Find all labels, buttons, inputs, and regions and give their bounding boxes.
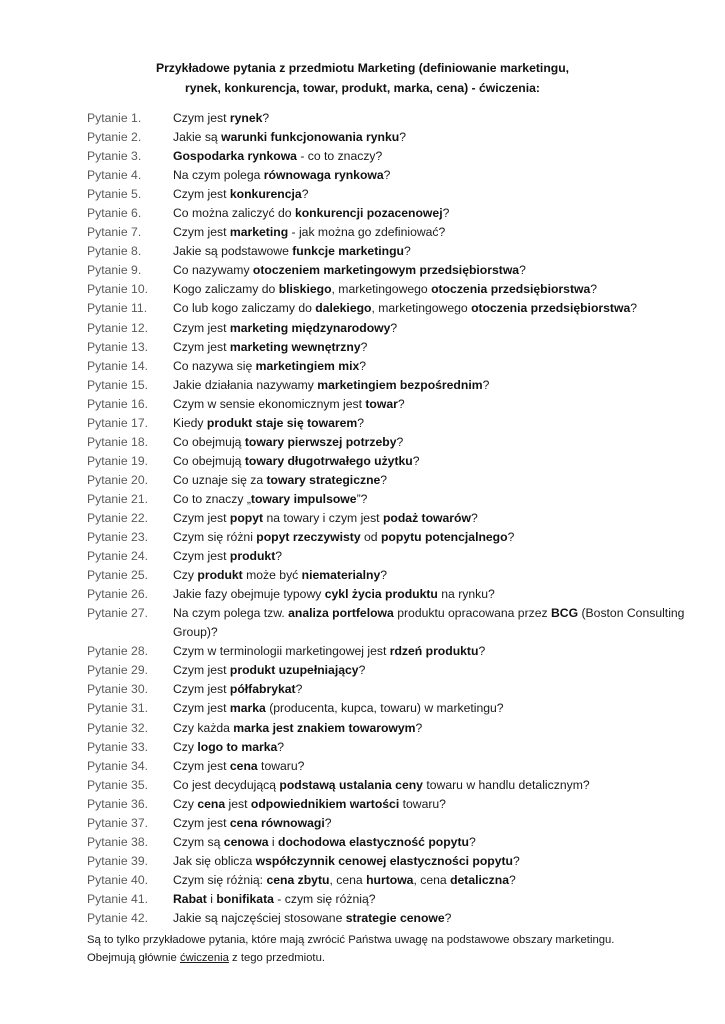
question-text-part: ?	[390, 320, 398, 335]
question-row	[87, 871, 687, 890]
question-number: Pytanie 19.	[87, 453, 148, 468]
question-text-part: ?	[396, 434, 404, 449]
question-text-part: ”?	[356, 491, 368, 506]
question-text-part: Czym się różnią:	[173, 872, 267, 887]
question-list	[87, 109, 687, 928]
question-text-part: Czym jest	[173, 225, 230, 240]
question-keyword: hurtowa	[366, 872, 414, 887]
question-keyword: konkurencja	[229, 187, 302, 202]
question-text	[173, 338, 687, 357]
question-keyword: towary pierwszej potrzeby	[244, 434, 397, 449]
question-row	[87, 566, 687, 585]
question-text-part: ?	[470, 510, 478, 525]
question-row	[87, 319, 687, 338]
question-keyword: strategie cenowe	[345, 910, 445, 925]
question-text-part: Czym jest	[173, 758, 230, 773]
question-number: Pytanie 5.	[87, 187, 142, 202]
question-row	[87, 661, 687, 680]
question-text-part: ?	[399, 130, 406, 145]
question-number: Pytanie 16.	[87, 396, 148, 411]
question-text	[173, 471, 687, 490]
question-text-part: Co obejmują	[173, 434, 245, 449]
question-keyword: rdzeń produktu	[389, 644, 479, 659]
question-keyword: Gospodarka rynkowa	[173, 149, 297, 164]
question-text-part: ?	[324, 815, 332, 830]
question-row	[87, 776, 687, 795]
question-number: Pytanie 42.	[87, 910, 148, 925]
question-row	[87, 699, 687, 718]
question-text-part: Czym jest	[173, 549, 230, 564]
footer-line-2-end: z tego przedmiotu.	[228, 951, 325, 964]
question-text	[173, 757, 687, 776]
question-text	[173, 299, 687, 318]
question-text-part: na rynku?	[437, 587, 495, 602]
question-text-part: może być	[242, 568, 302, 583]
question-row	[87, 223, 687, 242]
question-keyword: Rabat	[173, 891, 207, 906]
question-number: Pytanie 32.	[87, 720, 148, 735]
question-text	[173, 490, 687, 509]
question-text-part: Czym jest	[173, 682, 230, 697]
question-row	[87, 299, 687, 318]
document-title	[0, 59, 725, 98]
question-keyword: dalekiego	[315, 301, 372, 316]
question-keyword: towary impulsowe	[250, 491, 357, 506]
question-row	[87, 509, 687, 528]
question-row	[87, 185, 687, 204]
question-keyword: produkt uzupełniający	[229, 663, 359, 678]
question-keyword: towary długotrwałego użytku	[244, 453, 413, 468]
footer-underlined-word: ćwiczenia	[179, 951, 229, 964]
question-row	[87, 719, 687, 738]
question-text-part: Czym jest	[173, 510, 230, 525]
question-text-part: i	[268, 834, 278, 849]
question-text-part: Czym jest	[173, 111, 230, 125]
question-number: Pytanie 40.	[87, 872, 148, 887]
question-number: Pytanie 31.	[87, 701, 148, 716]
question-row	[87, 109, 687, 128]
question-row	[87, 261, 687, 280]
question-number: Pytanie 35.	[87, 777, 148, 792]
question-keyword: bonifikata	[216, 891, 274, 906]
question-text	[173, 795, 687, 814]
question-keyword: cena zbytu	[266, 872, 330, 887]
question-number: Pytanie 29.	[87, 663, 148, 678]
question-text	[173, 261, 687, 280]
question-number: Pytanie 37.	[87, 815, 148, 830]
question-keyword: marketingiem mix	[255, 358, 360, 373]
question-text-part: ?	[468, 834, 476, 849]
question-text	[173, 890, 687, 909]
question-keyword: otoczeniem marketingowym przedsiębiorstwa	[252, 263, 520, 278]
question-text-part: Czy	[173, 568, 198, 583]
question-number: Pytanie 1.	[87, 111, 142, 125]
question-text-part: , marketingowego	[331, 282, 432, 297]
question-keyword: logo to marka	[197, 739, 278, 754]
question-number: Pytanie 34.	[87, 758, 148, 773]
question-number: Pytanie 11.	[87, 301, 148, 316]
question-number: Pytanie 24.	[87, 549, 148, 564]
question-text-part: , cena	[329, 872, 367, 887]
question-text-part: ?	[482, 377, 490, 392]
question-text-part: ?	[380, 568, 388, 583]
question-number: Pytanie 22.	[87, 510, 148, 525]
question-text-part: od	[360, 530, 381, 545]
question-keyword: produkt	[229, 549, 276, 564]
question-text	[173, 452, 687, 471]
question-text-part: ?	[277, 739, 285, 754]
question-text	[173, 604, 687, 642]
question-number: Pytanie 38.	[87, 834, 148, 849]
question-text-part: towaru?	[257, 758, 305, 773]
question-number: Pytanie 6.	[87, 206, 142, 221]
question-number: Pytanie 21.	[87, 491, 148, 506]
footer-line-2-start: Obejmują głównie	[87, 951, 180, 964]
question-number: Pytanie 20.	[87, 472, 148, 487]
footer-note	[87, 932, 667, 967]
question-text-part: Czym są	[173, 834, 224, 849]
question-text	[173, 585, 687, 604]
footer-line-1: Są to tylko przykładowe pytania, które mają zwrócić Państwa uwagę na podstawowe obszary marketingu.	[87, 934, 615, 946]
question-row	[87, 585, 687, 604]
question-row	[87, 490, 687, 509]
question-text-part: Czym jest	[173, 339, 230, 354]
question-text-part: Co można zaliczyć do	[173, 206, 295, 221]
question-text-part: Czy każda	[173, 720, 234, 735]
question-text-part: (Boston Consulting Group)?	[173, 606, 685, 640]
question-text-part: na towary i czym jest	[263, 510, 383, 525]
question-text-part: Jak się oblicza	[173, 853, 256, 868]
question-row	[87, 738, 687, 757]
question-text-part: (producenta, kupca, towaru) w marketingu?	[265, 701, 504, 716]
question-number: Pytanie 41.	[87, 891, 148, 906]
question-row	[87, 833, 687, 852]
question-row	[87, 757, 687, 776]
question-text-part: Czym jest	[173, 187, 230, 202]
question-text-part: towaru w handlu detalicznym?	[422, 777, 590, 792]
question-text-part: ?	[275, 549, 283, 564]
question-keyword: bliskiego	[278, 282, 332, 297]
question-text-part: Czym jest	[173, 663, 230, 678]
question-keyword: marketingiem bezpośrednim	[317, 377, 483, 392]
question-text-part: ?	[415, 720, 423, 735]
question-row	[87, 242, 687, 261]
question-text-part: Czym jest	[173, 701, 230, 716]
question-row	[87, 338, 687, 357]
question-text-part: Co nazywamy	[173, 263, 253, 278]
question-text-part: ?	[412, 453, 420, 468]
question-row	[87, 166, 687, 185]
question-row	[87, 204, 687, 223]
question-keyword: odpowiednikiem wartości	[250, 796, 400, 811]
question-text-part: Czym jest	[173, 320, 230, 335]
question-text-part: ?	[358, 663, 366, 678]
question-text-part: Co nazywa się	[173, 358, 256, 373]
question-text	[173, 776, 687, 795]
question-text-part: ?	[295, 682, 303, 697]
question-number: Pytanie 39.	[87, 853, 148, 868]
question-keyword: funkcje marketingu	[292, 244, 404, 259]
question-text	[173, 814, 687, 833]
question-text	[173, 509, 687, 528]
question-text-part: Na czym polega	[173, 168, 264, 183]
question-text-part: Czym jest	[173, 815, 230, 830]
question-number: Pytanie 33.	[87, 739, 148, 754]
question-text-part: Czym w terminologii marketingowej jest	[173, 644, 390, 659]
question-text	[173, 719, 687, 738]
question-text-part: Czym się różni	[173, 530, 257, 545]
question-keyword: BCG	[551, 606, 579, 621]
question-row	[87, 128, 687, 147]
question-number: Pytanie 30.	[87, 682, 148, 697]
question-text	[173, 661, 687, 680]
question-text	[173, 109, 687, 128]
question-text	[173, 566, 687, 585]
question-row	[87, 471, 687, 490]
question-row	[87, 433, 687, 452]
question-keyword: cena	[197, 796, 226, 811]
question-keyword: towary strategiczne	[266, 472, 381, 487]
question-text-part: ?	[509, 872, 516, 887]
question-text	[173, 376, 687, 395]
question-text	[173, 738, 687, 757]
question-number: Pytanie 12.	[87, 320, 148, 335]
question-keyword: marketing	[229, 225, 289, 240]
question-text	[173, 414, 687, 433]
question-keyword: popyt	[229, 510, 264, 525]
question-text-part: - co to znaczy?	[296, 149, 383, 164]
question-keyword: niematerialny	[301, 568, 381, 583]
question-text-part: Co jest decydującą	[173, 777, 280, 792]
question-text-part: ?	[519, 263, 526, 278]
question-keyword: popytu potencjalnego	[380, 530, 508, 545]
question-text-part: produktu opracowana przez	[393, 606, 551, 621]
question-keyword: półfabrykat	[229, 682, 296, 697]
question-row	[87, 357, 687, 376]
question-row	[87, 795, 687, 814]
question-number: Pytanie 27.	[87, 606, 148, 621]
question-keyword: detaliczna	[450, 872, 509, 887]
question-number: Pytanie 25.	[87, 568, 148, 583]
question-text-part: Co to znaczy „	[173, 491, 251, 506]
question-number: Pytanie 7.	[87, 225, 142, 240]
question-text-part: Jakie są najczęściej stosowane	[173, 910, 346, 925]
question-row	[87, 814, 687, 833]
question-keyword: otoczenia przedsiębiorstwa	[431, 282, 591, 297]
question-text-part: Jakie działania nazywamy	[173, 377, 318, 392]
question-text-part: ?	[513, 853, 520, 868]
question-number: Pytanie 8.	[87, 244, 142, 259]
title-line-2: rynek, konkurencja, towar, produkt, marka, cena) - ćwiczenia:	[185, 80, 540, 95]
question-keyword: otoczenia przedsiębiorstwa	[471, 301, 631, 316]
question-text-part: Czy	[173, 739, 198, 754]
question-row	[87, 909, 687, 928]
question-text	[173, 280, 687, 299]
question-keyword: towar	[365, 396, 398, 411]
question-number: Pytanie 2.	[87, 130, 142, 145]
question-keyword: podaż towarów	[382, 510, 471, 525]
question-text-part: ?	[630, 301, 638, 316]
question-number: Pytanie 14.	[87, 358, 148, 373]
question-text-part: ?	[397, 396, 405, 411]
question-text	[173, 166, 687, 185]
question-number: Pytanie 9.	[87, 263, 142, 278]
question-text	[173, 871, 687, 890]
question-text-part: ?	[383, 168, 391, 183]
question-text-part: Co lub kogo zaliczamy do	[173, 301, 316, 316]
question-text	[173, 185, 687, 204]
question-row	[87, 642, 687, 661]
question-keyword: marketing międzynarodowy	[229, 320, 391, 335]
question-text	[173, 547, 687, 566]
question-row	[87, 890, 687, 909]
question-row	[87, 547, 687, 566]
question-number: Pytanie 18.	[87, 434, 148, 449]
question-number: Pytanie 3.	[87, 149, 142, 164]
question-keyword: współczynnik cenowej elastyczności popytu	[255, 853, 514, 868]
question-keyword: dochodowa elastyczność popytu	[278, 834, 469, 849]
question-text-part: - jak można go zdefiniować?	[288, 225, 446, 240]
question-text	[173, 357, 687, 376]
question-keyword: analiza portfelowa	[288, 606, 394, 621]
question-text-part: ?	[442, 206, 450, 221]
question-text-part: , cena	[413, 872, 451, 887]
question-text	[173, 852, 687, 871]
question-text-part: ?	[359, 358, 367, 373]
question-text	[173, 680, 687, 699]
question-text-part: ?	[507, 530, 515, 545]
question-keyword: konkurencji pozacenowej	[294, 206, 443, 221]
question-text	[173, 223, 687, 242]
question-number: Pytanie 4.	[87, 168, 142, 183]
question-row	[87, 680, 687, 699]
question-text-part: Kogo zaliczamy do	[173, 282, 279, 297]
question-keyword: popyt rzeczywisty	[256, 530, 361, 545]
question-text-part: Czym w sensie ekonomicznym jest	[173, 396, 366, 411]
question-row	[87, 604, 687, 642]
question-row	[87, 852, 687, 871]
question-number: Pytanie 17.	[87, 415, 148, 430]
question-text-part: Co obejmują	[173, 453, 245, 468]
question-number: Pytanie 36.	[87, 796, 148, 811]
question-keyword: produkt	[197, 568, 243, 583]
question-row	[87, 395, 687, 414]
question-keyword: cykl życia produktu	[324, 587, 438, 602]
question-keyword: cenowa	[223, 834, 269, 849]
question-keyword: marka	[229, 701, 266, 716]
question-keyword: rynek	[229, 111, 263, 125]
question-text-part: ?	[380, 472, 388, 487]
question-text-part: ?	[262, 111, 270, 125]
question-text	[173, 242, 687, 261]
question-keyword: równowaga rynkowa	[263, 168, 384, 183]
question-keyword: podstawą ustalania ceny	[279, 777, 423, 792]
question-text	[173, 395, 687, 414]
question-row	[87, 452, 687, 471]
question-text	[173, 528, 687, 547]
question-row	[87, 528, 687, 547]
question-text	[173, 147, 687, 166]
question-text-part: Co uznaje się za	[173, 472, 267, 487]
question-text-part: , marketingowego	[371, 301, 472, 316]
question-keyword: cena równowagi	[229, 815, 325, 830]
question-number: Pytanie 13.	[87, 339, 148, 354]
question-keyword: marketing wewnętrzny	[229, 339, 361, 354]
question-row	[87, 376, 687, 395]
question-text	[173, 833, 687, 852]
question-text	[173, 909, 687, 928]
question-text	[173, 204, 687, 223]
question-number: Pytanie 28.	[87, 644, 148, 659]
question-text	[173, 699, 687, 718]
question-text-part: Jakie są podstawowe	[173, 244, 293, 259]
question-keyword: cena	[229, 758, 258, 773]
question-text-part: ?	[478, 644, 486, 659]
question-text-part: - czym się różnią?	[273, 891, 376, 906]
question-row	[87, 280, 687, 299]
question-text-part: i	[206, 891, 217, 906]
question-row	[87, 414, 687, 433]
question-text-part: ?	[360, 339, 368, 354]
question-number: Pytanie 15.	[87, 377, 148, 392]
question-row	[87, 147, 687, 166]
question-text	[173, 128, 687, 147]
question-text-part: ?	[357, 415, 365, 430]
question-text-part: Kiedy	[173, 415, 207, 430]
question-text-part: jest	[225, 796, 251, 811]
question-number: Pytanie 26.	[87, 587, 148, 602]
question-text-part: ?	[403, 244, 411, 259]
question-text-part: Na czym polega tzw.	[173, 606, 289, 621]
question-text	[173, 433, 687, 452]
question-text-part: towaru?	[399, 796, 446, 811]
question-text-part: ?	[590, 282, 598, 297]
question-text	[173, 642, 687, 661]
title-line-1: Przykładowe pytania z przedmiotu Marketing (definiowanie marketingu,	[155, 61, 570, 75]
question-text-part: Jakie fazy obejmuje typowy	[173, 587, 325, 602]
question-keyword: warunki funkcjonowania rynku	[221, 130, 400, 145]
question-text-part: Jakie są	[173, 130, 222, 145]
question-text-part: Czy	[173, 796, 198, 811]
footer-line-2	[87, 950, 667, 968]
question-keyword: produkt staje się towarem	[206, 415, 358, 430]
question-keyword: marka jest znakiem towarowym	[233, 720, 416, 735]
question-text-part: ?	[301, 187, 309, 202]
question-number: Pytanie 10.	[87, 282, 148, 297]
question-number: Pytanie 23.	[87, 530, 148, 545]
question-text-part: ?	[444, 910, 452, 925]
question-text	[173, 319, 687, 338]
